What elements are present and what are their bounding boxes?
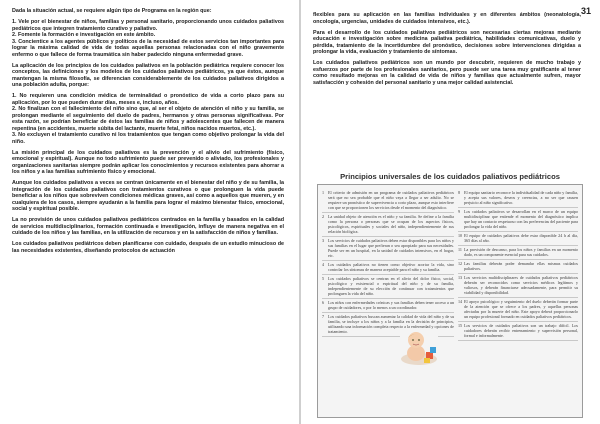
principle-number: 14 xyxy=(458,299,463,304)
list-item: 2. No finalizan con el fallecimiento del niño sino que, al ser el objeto de atención el niño y su familia, se prolongan mediante el seguimiento del duelo de padres, hermanos y otras personas significativas. Por esta razón, se podrían beneficiar de éstos las familias de niños y adolescentes que fallecen de manera repentina (en accidentes, muerte súbita del lactante, muerte fetal, niños nacidos muertos, etc.). xyxy=(12,106,284,132)
table-row xyxy=(458,208,578,232)
table-row xyxy=(322,299,454,313)
principle-text: La provisión de descanso, para los niños y familias en un momento dado, es un componente esencial para sus cuidados. xyxy=(464,247,578,257)
list-item: 3. Concientice a los agentes públicos y políticos de la necesidad de estos servicios tan importantes para lograr la máxima calidad de vida de todas aquellas personas relacionadas con el niño gravemente enfermo o que fallece de forma traumática sin haber padecido ninguna enfermedad grave. xyxy=(12,38,284,58)
list-item: 2. Fomente la formación e investigación en este ámbito. xyxy=(12,32,156,38)
principles-column-left xyxy=(322,189,454,337)
table-row xyxy=(322,189,454,213)
table-row xyxy=(458,298,578,322)
principle-text: Los servicios de cuidados paliativos son un trabajo difícil. Los cuidadores deberán recibir entrenamiento y supervisión personal, formal e informalmente. xyxy=(464,323,578,338)
principle-text: El criterio de admisión en un programa de cuidados paliativos pediátricos será que no sea probable que el niño vaya a llegar a ser adulto. No se requiere un pronóstico de supervivencia a corto plazo, aunque esto interfiere con que se proporcionen los servicios desde el momento del diagnóstico. xyxy=(328,190,454,210)
table-row xyxy=(458,189,578,208)
mission-paragraph: La misión principal de los cuidados paliativos es la prevención y el alivio del sufrimiento (físico, emocional y espiritual). Aunque no todo sufrimiento puede ser prevenido o aliviado, los profesionales y organizaciones sanitarias siempre podrán aplicar los conocimientos y recursos existentes para ahorrar a los niños y a las familias sufrimiento físico y emocional. xyxy=(12,149,284,175)
provision-paragraph: La no provisión de unos cuidados paliativos pediátricos centrados en la familia y basados en la calidad de servicios multidisciplinarios, formación continuada e investigación, influye de manera negativa en el cuidado de los niños y las familias, en la utilización de recursos y en la satisfacción de niños y familias. xyxy=(12,217,284,236)
principle-text: Las familias deberán poder demandar ellas mismas cuidados paliativos. xyxy=(464,261,578,271)
table-row xyxy=(458,274,578,298)
principle-text: Los servicios de cuidados paliativos deben estar disponibles para los niños y sus familias en el lugar que prefieran o sea apropiado para sus necesidades. Puede ser en un hospital, en la unidad de cuidados intensivos, en el hogar, etc. xyxy=(328,238,454,258)
principle-text: Los cuidados paliativos no tienen como objetivo acortar la vida, sino controlar los síntomas de manera aceptable para el niño y su familia. xyxy=(328,262,454,272)
principle-number: 6 xyxy=(322,300,325,305)
right-column xyxy=(313,12,581,91)
principles-table xyxy=(317,184,583,418)
principle-number: 2 xyxy=(322,214,325,219)
principles-title: Principios universales de los cuidados paliativos pediátricos xyxy=(340,172,560,181)
principle-text: El equipo sanitario reconoce la individualidad de cada niño y familia, y acepta sus valores, deseos y creencias, a no ser que causen perjuicio al niño significativo. xyxy=(464,190,578,205)
application-paragraph: La aplicación de los principios de los cuidados paliativos en la población pediátrica requiere conocer los conceptos, las definiciones y los modelos de los cuidados paliativos pediátricos, ya que éstos, aunque mantengan la misma filosofía, se diferencian considerablemente de los cuidados paliativos dirigidos a una población adulta, porque: xyxy=(12,62,284,88)
principle-text: La unidad objeto de atención es el niño y su familia. Se define a la familia como la persona o personas que se ocupan de los aspectos físicos, psicológicos, espirituales y sociales del niño, independientemente de sus relación biológica. xyxy=(328,214,454,234)
list-item: 1. Vele por el bienestar de niños, familias y personal sanitario, proporcionando unos cuidados paliativos pediátricos que integren tratamiento curativo y paliativo. xyxy=(12,19,284,32)
principle-number: 10 xyxy=(458,233,463,238)
table-row xyxy=(458,260,578,274)
table-row xyxy=(458,232,578,246)
principle-number: 15 xyxy=(458,323,463,328)
principle-number: 11 xyxy=(458,247,462,252)
principle-number: 3 xyxy=(322,238,325,243)
list-item: 1. No requieren una condición médica de terminalidad o pronóstico de vida a corto plazo para su aplicación, por lo que pueden durar días, meses e, incluso, años. xyxy=(12,93,284,106)
principles-column-right xyxy=(458,189,578,341)
continuation-paragraph: flexibles para su aplicación en las familias individuales y en diferentes ámbitos (neonatología, oncología, urgencias, unidades de cuidados intensivos, etc.). xyxy=(313,12,581,25)
principle-number: 12 xyxy=(458,261,463,266)
principle-number: 5 xyxy=(322,276,325,281)
principle-text: Los cuidados paliativos buscan aumentar la calidad de vida del niño y de su familia, se incluye a los niños y a la familia en la decisión de principios, utilizando una información completa respecto a la enfermedad y opciones de tratamiento. xyxy=(328,314,454,334)
principle-number: 13 xyxy=(458,275,463,280)
table-row xyxy=(458,322,578,341)
principle-number: 1 xyxy=(322,190,325,195)
principle-number: 9 xyxy=(458,209,461,214)
baby-photo xyxy=(400,329,438,365)
planning-paragraph: Los cuidados paliativos pediátricos deben planificarse con cuidado, después de un estudio minucioso de las necesidades existentes, diseñando protocolos de actuación xyxy=(12,241,284,254)
principle-text: Los niños con enfermedades crónicas y sus familias deben tener acceso a un grupo de cuidadores, o por lo menos a un coordinador. xyxy=(328,300,454,310)
table-row xyxy=(322,237,454,261)
world-paragraph: Los cuidados paliativos pediátricos son un mundo por descubrir, requieren de mucho trabajo y esfuerzos por parte de los profesionales sanitarios, pero puede ser una tarea muy gratificante al tener como resultado mejoras en la calidad de vida de niños y familias que actualmente sufren, mayor satisfacción y cohesión del personal sanitario y una mejor calidad asistencial. xyxy=(313,60,581,86)
reasons-list xyxy=(12,93,284,145)
principle-text: El equipo de cuidados paliativos debe estar disponible 24 h al día, 365 días al año. xyxy=(464,233,578,243)
goals-list xyxy=(12,19,284,58)
table-row xyxy=(322,213,454,237)
table-row xyxy=(322,261,454,275)
principle-text: Los cuidados paliativos se desarrollan en el marco de un equipo multidisciplinar que entiende el momento del diagnóstico implica que hay un contacto respetuoso con las preferencias del paciente para prolongar la vida del niño. xyxy=(464,209,578,229)
principle-text: Los servicios multidisciplinares de cuidados paliativos pediátricos deberán ser reconocidos como servicios médicos legítimos y valiosos, y deberán financiarse adecuadamente, para permitir su viabilidad y disponibilidad. xyxy=(464,275,578,295)
left-column xyxy=(12,8,284,259)
training-paragraph: Para el desarrollo de los cuidados paliativos pediátricos son necesarias ciertas mejoras mediante educación e investigación sobre medicina paliativa pediátrica, habilidades comunicativas, duelo y pérdida, tratamiento de la incertidumbre del pronóstico, decisiones sobre intervenciones dirigidas a prolongar la vida, evaluación y tratamiento de síntomas. xyxy=(313,29,581,55)
principle-text: El apoyo psicológico y seguimiento del duelo deberán formar parte de la atención que se ofrece a los padres, y aquellas personas afectadas por la muerte del niño. Este apoyo deberá proporcionarlo un equipo profesional formado en cuidados paliativos pediátricos. xyxy=(464,299,578,319)
principle-number: 8 xyxy=(458,190,461,195)
page-number: 31 xyxy=(580,6,591,16)
table-row xyxy=(322,275,454,299)
early-care-paragraph: Aunque los cuidados paliativos a veces se centran únicamente en el bienestar del niño y de su familia, la integración de los cuidados paliativos con tratamientos curativos o que prolonguen la vida puede beneficiar a los niños que sobreviven condiciones médicas graves, así como a aquellos que mueren, y en cualquiera de los casos, siempre ayudarán a la familia para lograr el máximo bienestar físico, emocional, social y espiritual posible. xyxy=(12,180,284,212)
principle-text: Los cuidados paliativos se centran en el alivio del dolor físico, social, psicológico y existencial o espiritual del niño y de su familia, independientemente de su elección de continuar con tratamientos que prolonguen la vida del niño. xyxy=(328,276,454,296)
left-page xyxy=(0,0,299,424)
principle-number: 4 xyxy=(322,262,325,267)
list-item: 3. No excluyen el tratamiento curativo ni los tratamientos que tengan como objetivo prolongar la vida del niño. xyxy=(12,132,284,145)
principle-number: 7 xyxy=(322,314,325,319)
right-page xyxy=(301,0,600,424)
table-row xyxy=(458,246,578,260)
intro-paragraph: Dada la situación actual, se requiere algún tipo de Programa en la región que: xyxy=(12,8,212,14)
